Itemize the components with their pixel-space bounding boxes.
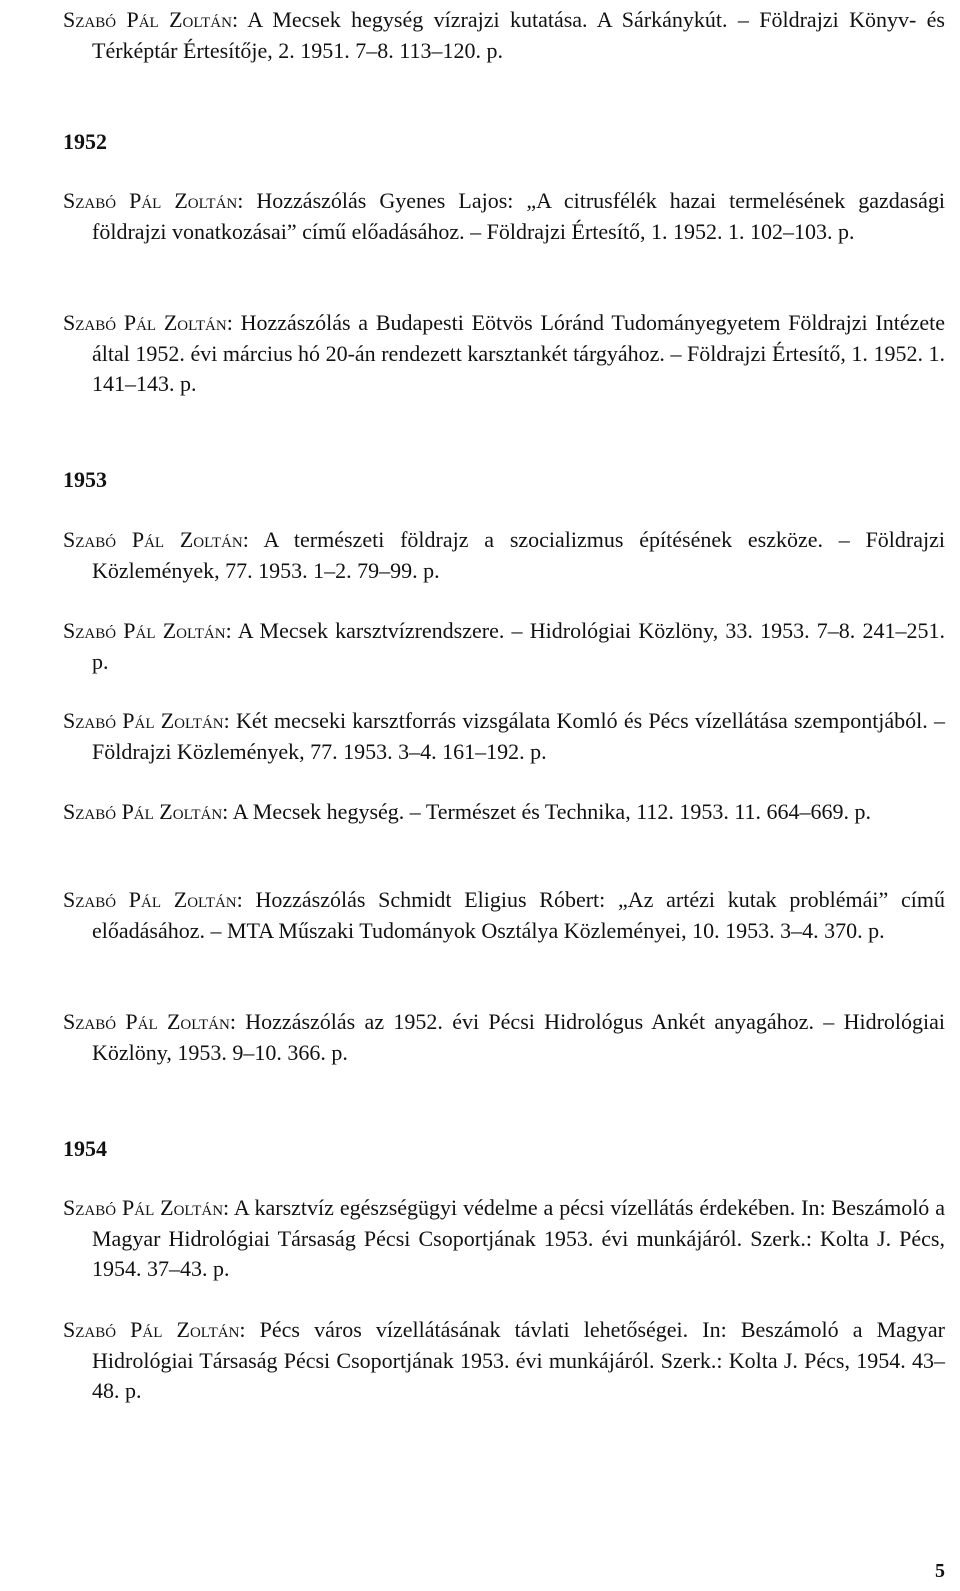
author-name: Szabó Pál Zoltán: (63, 708, 230, 733)
entry-text: A karsztvíz egészségügyi védelme a pécsi vízellátás érdekében. In: Beszámoló a Magyar Hidrológiai Társaság Pécsi Csoportjának 1953. évi munkájáról. Szerk.: Kolta J. Pécs, 1954. 37–43. p. (92, 1195, 946, 1281)
bibliography-entry (63, 186, 945, 247)
entry-text: Hozzászólás Schmidt Eligius Róbert: „Az artézi kutak problémái” című előadásához. – MTA Műszaki Tudományok Osztálya Közleményei, 10. 1953. 3–4. 370. p. (92, 887, 945, 943)
bibliography-entry (63, 706, 945, 767)
entry-text: Hozzászólás Gyenes Lajos: „A citrusfélék hazai termelésének gazdasági földrajzi vonatkozásai” című előadásához. – Földrajzi Értesítő, 1. 1952. 1. 102–103. p. (92, 188, 945, 244)
year-heading: 1954 (63, 1136, 107, 1161)
entry-text: Hozzászólás a Budapesti Eötvös Lóránd Tudományegyetem Földrajzi Intézete által 1952. évi március hó 20-án rendezett karsztankét tárgyához. – Földrajzi Értesítő, 1. 1952. 1. 141–143. p. (92, 310, 945, 396)
author-name: Szabó Pál Zoltán: (63, 1195, 230, 1220)
entry-text: A természeti földrajz a szocializmus építésének eszköze. – Földrajzi Közlemények, 77. 1953. 1–2. 79–99. p. (92, 527, 946, 583)
bibliography-entry (63, 616, 945, 677)
author-name: Szabó Pál Zoltán: (63, 887, 243, 912)
author-name: Szabó Pál Zoltán: (63, 188, 244, 213)
bibliography-entry (63, 308, 945, 400)
entry-text: A Mecsek hegység vízrajzi kutatása. A Sárkánykút. – Földrajzi Könyv- és Térképtár Értesítője, 2. 1951. 7–8. 113–120. p. (92, 7, 945, 63)
author-name: Szabó Pál Zoltán: (63, 7, 239, 32)
entry-text: A Mecsek hegység. – Természet és Technika, 112. 1953. 11. 664–669. p. (232, 799, 872, 824)
year-heading: 1953 (63, 467, 107, 492)
bibliography-entry (63, 797, 945, 828)
bibliography-entry (63, 1193, 945, 1285)
bibliography-entry (63, 5, 945, 66)
author-name: Szabó Pál Zoltán: (63, 527, 249, 552)
author-name: Szabó Pál Zoltán: (63, 799, 229, 824)
author-name: Szabó Pál Zoltán: (63, 1009, 236, 1034)
bibliography-entry (63, 885, 945, 946)
bibliography-entry (63, 1007, 945, 1068)
bibliography-entry (63, 525, 945, 586)
author-name: Szabó Pál Zoltán: (63, 1317, 246, 1342)
author-name: Szabó Pál Zoltán: (63, 310, 233, 335)
entry-text: Két mecseki karsztforrás vizsgálata Komló és Pécs vízellátása szempontjából. – Földrajzi Közlemények, 77. 1953. 3–4. 161–192. p. (92, 708, 946, 764)
entry-text: Pécs város vízellátásának távlati lehetőségei. In: Beszámoló a Magyar Hidrológiai Társaság Pécsi Csoportjának 1953. évi munkájáról. Szerk.: Kolta J. Pécs, 1954. 43–48. p. (92, 1317, 946, 1403)
entry-text: Hozzászólás az 1952. évi Pécsi Hidrológus Ankét anyagához. – Hidrológiai Közlöny, 1953. 9–10. 366. p. (92, 1009, 946, 1065)
bibliography-entry (63, 1315, 945, 1407)
author-name: Szabó Pál Zoltán: (63, 618, 232, 643)
page-number: 5 (935, 1560, 945, 1582)
year-heading: 1952 (63, 129, 107, 154)
entry-text: A Mecsek karsztvízrendszere. – Hidrológiai Közlöny, 33. 1953. 7–8. 241–251. p. (92, 618, 945, 674)
